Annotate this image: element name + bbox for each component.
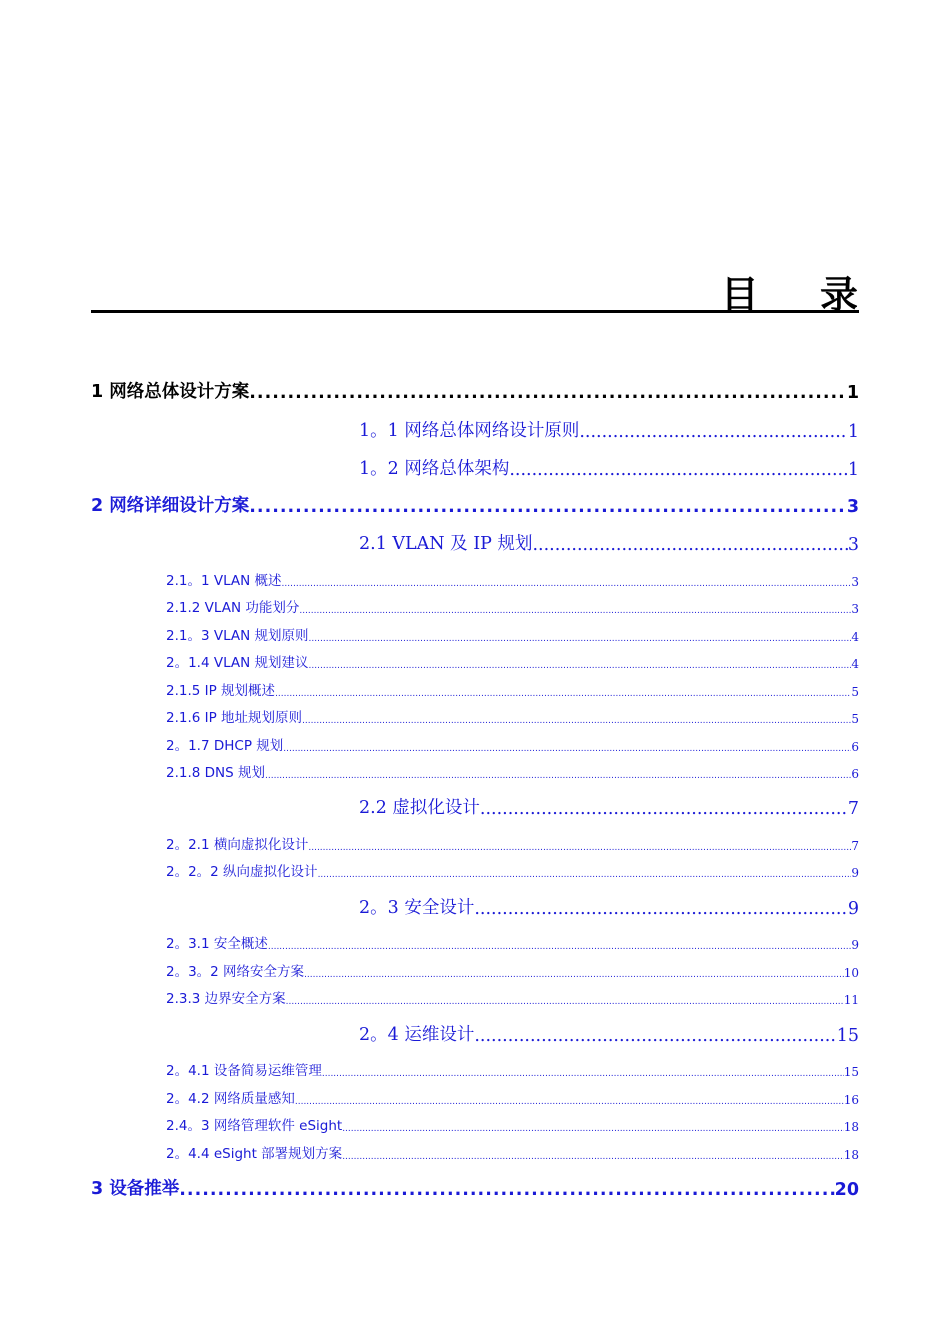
toc-entry-label: 2.3.3 边界安全方案 xyxy=(166,991,286,1007)
toc-entry[interactable] xyxy=(0,894,859,919)
toc-entry[interactable] xyxy=(0,1114,859,1134)
toc-dot-leader xyxy=(308,843,851,853)
toc-entry-page-number: 5 xyxy=(851,712,859,726)
toc-entry[interactable] xyxy=(0,932,859,952)
toc-entry[interactable] xyxy=(0,1087,859,1107)
toc-entry-label: 2.1。1 VLAN 概述 xyxy=(166,573,282,589)
toc-entry[interactable] xyxy=(0,455,859,480)
toc-entry-label: 2。4.1 设备简易运维管理 xyxy=(166,1063,322,1079)
toc-entry-label: 2。4 运维设计 xyxy=(359,1025,475,1045)
toc-entry[interactable] xyxy=(0,860,859,880)
toc-entry-page-number: 6 xyxy=(851,740,859,754)
toc-dot-leader xyxy=(318,870,852,880)
toc-entry-label: 2。3 安全设计 xyxy=(359,898,475,918)
toc-entry-label: 2。1.7 DHCP 规划 xyxy=(166,738,284,754)
toc-entry[interactable] xyxy=(0,651,859,671)
toc-entry[interactable] xyxy=(0,569,859,589)
toc-dot-leader xyxy=(304,970,844,980)
toc-entry-label: 1。2 网络总体架构 xyxy=(359,459,510,479)
toc-entry-page-number: 20 xyxy=(834,1180,859,1200)
toc-entry-label: 2.1.2 VLAN 功能划分 xyxy=(166,600,300,616)
toc-entry-page-number: 3 xyxy=(846,497,859,517)
toc-entry[interactable] xyxy=(0,794,859,819)
toc-dot-leader xyxy=(249,383,847,403)
toc-entry[interactable] xyxy=(0,960,859,980)
toc-entry-label: 3 设备推举 xyxy=(91,1179,180,1199)
toc-entry-label: 2。1.4 VLAN 规划建议 xyxy=(166,655,309,671)
toc-entry[interactable] xyxy=(0,761,859,781)
toc-entry-page-number: 6 xyxy=(851,767,859,781)
toc-dot-leader xyxy=(299,606,851,616)
toc-entry-label: 2.4。3 网络管理软件 eSight xyxy=(166,1118,343,1134)
toc-entry-label: 2.1。3 VLAN 规划原则 xyxy=(166,628,309,644)
toc-entry[interactable] xyxy=(0,679,859,699)
toc-dot-leader xyxy=(268,942,852,952)
toc-entry[interactable] xyxy=(0,1059,859,1079)
toc-dot-leader xyxy=(286,997,844,1007)
toc-entry-page-number: 7 xyxy=(847,799,859,819)
toc-dot-leader xyxy=(474,1026,836,1046)
toc-entry-page-number: 15 xyxy=(836,1026,859,1046)
toc-entry-page-number: 5 xyxy=(851,685,859,699)
toc-entry-page-number: 4 xyxy=(851,630,859,644)
toc-dot-leader xyxy=(532,535,847,555)
toc-entry-page-number: 3 xyxy=(851,602,859,616)
toc-dot-leader xyxy=(480,799,848,819)
toc-dot-leader xyxy=(474,899,848,919)
toc-dot-leader xyxy=(265,771,851,781)
toc-entry-label: 1。1 网络总体网络设计原则 xyxy=(359,421,580,441)
toc-entry-page-number: 15 xyxy=(843,1065,859,1079)
toc-entry-label: 2.1 VLAN 及 IP 规划 xyxy=(359,534,533,554)
toc-dot-leader xyxy=(579,422,848,442)
toc-entry[interactable] xyxy=(0,706,859,726)
toc-entry-page-number: 9 xyxy=(847,899,859,919)
toc-entry[interactable] xyxy=(0,596,859,616)
toc-entry-label: 2。2.1 横向虚拟化设计 xyxy=(166,837,309,853)
toc-entry-page-number: 18 xyxy=(843,1120,859,1134)
toc-entry-page-number: 16 xyxy=(843,1093,859,1107)
toc-entry[interactable] xyxy=(0,1142,859,1162)
title-divider xyxy=(91,310,859,313)
toc-entry-label: 2.1.5 IP 规划概述 xyxy=(166,683,276,699)
toc-entry-page-number: 1 xyxy=(847,460,859,480)
toc-dot-leader xyxy=(282,579,852,589)
toc-entry-page-number: 1 xyxy=(846,383,859,403)
toc-entry[interactable] xyxy=(0,1021,859,1046)
toc-entry[interactable] xyxy=(0,1175,859,1200)
toc-dot-leader xyxy=(309,661,852,671)
toc-entry-page-number: 3 xyxy=(847,535,859,555)
toc-entry-page-number: 18 xyxy=(843,1148,859,1162)
toc-entry-label: 2.2 虚拟化设计 xyxy=(359,798,480,818)
toc-entry-label: 2 网络详细设计方案 xyxy=(91,496,250,516)
toc-dot-leader xyxy=(275,689,851,699)
toc-entry-label: 2。4.2 网络质量感知 xyxy=(166,1091,295,1107)
toc-dot-leader xyxy=(302,716,851,726)
toc-dot-leader xyxy=(283,744,851,754)
toc-entry[interactable] xyxy=(0,833,859,853)
toc-entry-page-number: 9 xyxy=(851,938,859,952)
toc-entry[interactable] xyxy=(0,417,859,442)
toc-dot-leader xyxy=(509,460,848,480)
toc-entry[interactable] xyxy=(0,734,859,754)
toc-dot-leader xyxy=(342,1152,844,1162)
page-title: 目 录 xyxy=(720,273,882,317)
toc-dot-leader xyxy=(295,1097,844,1107)
toc-entry-label: 2。3。2 网络安全方案 xyxy=(166,964,305,980)
toc-entry-page-number: 1 xyxy=(847,422,859,442)
toc-entry[interactable] xyxy=(0,987,859,1007)
toc-entry-page-number: 4 xyxy=(851,657,859,671)
toc-dot-leader xyxy=(249,497,847,517)
toc-entry-page-number: 3 xyxy=(851,575,859,589)
toc-dot-leader xyxy=(342,1124,844,1134)
toc-entry-page-number: 7 xyxy=(851,839,859,853)
toc-entry-page-number: 11 xyxy=(843,993,859,1007)
toc-dot-leader xyxy=(309,634,852,644)
toc-dot-leader xyxy=(179,1180,834,1200)
toc-entry-label: 2。4.4 eSight 部署规划方案 xyxy=(166,1146,343,1162)
toc-entry-label: 2。2。2 纵向虚拟化设计 xyxy=(166,864,318,880)
toc-entry-page-number: 9 xyxy=(851,866,859,880)
toc-entry[interactable] xyxy=(0,492,859,517)
toc-entry-label: 2.1.8 DNS 规划 xyxy=(166,765,265,781)
toc-entry-label: 1 网络总体设计方案 xyxy=(91,382,250,402)
toc-entry-label: 2.1.6 IP 地址规划原则 xyxy=(166,710,303,726)
toc-dot-leader xyxy=(322,1069,844,1079)
toc-entry-page-number: 10 xyxy=(843,966,859,980)
toc-entry[interactable] xyxy=(0,624,859,644)
toc-entry[interactable] xyxy=(0,530,859,555)
toc-entry-label: 2。3.1 安全概述 xyxy=(166,936,268,952)
toc-entry[interactable] xyxy=(0,378,859,403)
